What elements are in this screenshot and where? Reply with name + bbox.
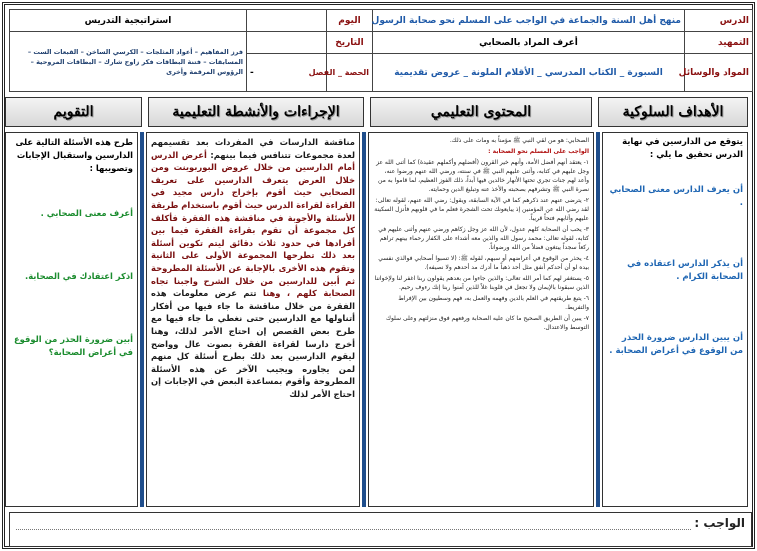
column-separator: [362, 132, 366, 507]
duty-item: ٤- يحذر من الوقوع في أعراضهم أو سبهم، لقوله ﷺ: (لا تسبوا أصحابي فوالذي نفسي بيده لو أن أحدكم أنفق مثل أحد ذهباً ما أدرك مد أحدهم ولا نصيفه).: [378, 255, 589, 271]
duty-item: ٣- يحب أن الصحابة كلهم عدول، لأن الله عز وجل زكاهم ورضي عنهم وأثنى عليهم في كتابه، لقوله تعالى: محمد رسول الله والذين معه أشداء على الكفار رحماء بينهم تراهم ركعاً سجداً يبتغون فضلاً من الله ورضواناً.: [378, 226, 589, 251]
homework-box: [9, 512, 752, 547]
duty-item: ٢- يترضى عنهم عند ذكرهم كما في الآية السابقة، ويقول: رضي الله عنهم، لقوله تعالى: لقد رضي الله عن المؤمنين إذ يبايعونك تحت الشجرة فعلم ما في قلوبهم فأنزل السكينة عليهم وأثابهم فتحاً قريباً.: [374, 197, 589, 222]
procedures-part1: مناقشة الدارسات في المفردات بعد تقسيمهم لعدة مجموعات تتنافس فيما بينهم:: [151, 137, 355, 160]
evaluation-header: التقويم: [5, 97, 142, 127]
homework-label: الواجب :: [694, 516, 745, 530]
objectives-header: الأهداف السلوكية: [598, 97, 748, 127]
lesson-title: منهج أهل السنة والجماعة في الواجب على المسلم نحو صحابة الرسول: [373, 10, 685, 32]
column-separator: [140, 132, 144, 507]
evaluation-intro: طرح هذه الأسئلة التالية على الدارسين واستقبال الإجابات وتصويبها :: [15, 137, 133, 173]
definition-text: الصحابي: هو من لقي النبي ﷺ مؤمناً به ومات على ذلك.: [449, 137, 589, 144]
materials-value: السبورة _ الكتاب المدرسي _ الأقلام الملونة _ عروض تقديمية: [373, 54, 685, 92]
date-value: [247, 32, 327, 54]
duty-item: ٥- يستغفر لهم كما أمر الله تعالى: والذين جاءوا من بعدهم يقولون ربنا اغفر لنا ولإخواننا الذين سبقونا بالإيمان ولا تجعل في قلوبنا غلاً للذين آمنوا ربنا إنك رءوف رحيم.: [374, 275, 589, 291]
column-separator: [596, 132, 600, 507]
objective-item: أن يبين الدارس ضرورة الحذر من الوقوع في أعراض الصحابة .: [609, 333, 743, 356]
lesson-label: الدرس: [685, 10, 753, 32]
intro-value: أعرف المراد بالصحابي: [373, 32, 685, 54]
procedures-part3: تتم عرض معلومات هذه الفقرة من خلال مناقشة ما جاء فيها من أفكار أتناولها مع الدارسين حتى نغطي ما جاء فيها مع طرح بعض القصص إن احتاج الأمر لذلك، وهنا أخرج دارسا لقراءة الفقرة بصوت عال وواضح ليقوم الدارسين بعد ذلك بطرح أسئلة كل منهم لمن يجاوره ويجيب الآخر عن هذه الأسئلة المطروحة وأقوم بمساعدة البعض في الإجابات إن احتاج الأمر لذلك: [151, 288, 355, 399]
objectives-column: [602, 132, 748, 507]
procedures-part2: أعرض الدرس أمام الدارسين من خلال عروض البوربوينت ومن خلال العرض يتعرف الدارسين على تعريف الصحابي حيث أقوم بإخراج دارس مجيد في القراءة لقراءة الدرس حيث أقوم باستخدام طريقة الأسئلة والأجوبة في مناقشة هذه الفقرة فأكلف كل مجموعة أن تقوم بقراءة الفقرة فيما بين أفرادها في حدود ثلاث دقائق ليتم تكوين أسئلة بعد ذلك تطرحها المجموعة الأولى على الثانية وتقوم هذه الأخرى بالإجابة عن الأسئلة المطروحة ثم أبين للدارسين من خلال الشرح واجبنا تجاه الصحابة كلهم ، وهنا: [151, 149, 355, 299]
day-value: [247, 10, 327, 32]
duty-item: ١- يعتقد أنهم أفضل الأمة، وأنهم خير القرون (أفضلهم وأكملهم عقيدة) كما أثنى الله عز وجل عليهم في كتابه، وأثنى عليهم النبي ﷺ في سنته، ورضي الله عنهم ورضوا عنه، وأعد لهم جنات تجري تحتها الأنهار خالدين فيها أبداً، ذلك الفوز العظيم، لما قاموا به من نصرة النبي ﷺ وتشرفهم بصحبته والأخذ عنه وتبليغ الدين وحمايته.: [376, 159, 589, 193]
header-table: [9, 9, 753, 92]
content-header: المحتوى التعليمي: [370, 97, 592, 127]
objective-item: أن يذكر الدارس اعتقاده في الصحابة الكرام .: [627, 259, 743, 282]
period-value: -: [247, 54, 327, 92]
homework-line: [16, 529, 691, 530]
day-label: اليوم: [327, 10, 373, 32]
duty-item: ٦- يتبع طريقتهم في العلم بالدين وفهمه والعمل به، فهم وسطيون بين الإفراط والتفريط.: [398, 295, 589, 311]
strategies-list: فرز المفاهيم – أعواد المثلجات – الكرسي الساخن – القبعات الست – المسابقات – فتنة البطاقات فكر زاوج شارك – البطاقات المروحية – الرؤوس المرقمة وأخرى: [10, 32, 247, 92]
evaluation-column: [5, 132, 138, 507]
objectives-intro: يتوقع من الدارسين في نهاية الدرس تحقيق ما يلي :: [622, 137, 743, 160]
procedures-header: الإجراءات والأنشطة التعليمية: [148, 97, 364, 127]
evaluation-question: اذكر اعتقادك في الصحابة.: [25, 271, 133, 281]
content-column: [368, 132, 594, 507]
procedures-column: [146, 132, 360, 507]
objective-item: أن يعرف الدارس معنى الصحابي .: [609, 185, 743, 208]
date-label: التاريخ: [327, 32, 373, 54]
period-label: الحصة _ الفصل: [327, 54, 373, 92]
duties-title: الواجب على المسلم نحو الصحابة :: [488, 148, 589, 155]
evaluation-question: أعرف معنى الصحابي .: [40, 208, 133, 218]
strategies-label: استراتيجية التدريس: [10, 10, 247, 32]
evaluation-question: أبين ضرورة الحذر من الوقوع في أعراض الصحابة؟: [13, 334, 133, 357]
intro-label: التمهيد: [685, 32, 753, 54]
lesson-plan-page: [2, 2, 755, 549]
duty-item: ٧- يبين أن الطريق الصحيح ما كان عليه الصحابة ورفعهم فوق منزلتهم وعلى سلوك التوسط والاعتدال.: [386, 315, 589, 331]
materials-label: المواد والوسائل: [685, 54, 753, 92]
